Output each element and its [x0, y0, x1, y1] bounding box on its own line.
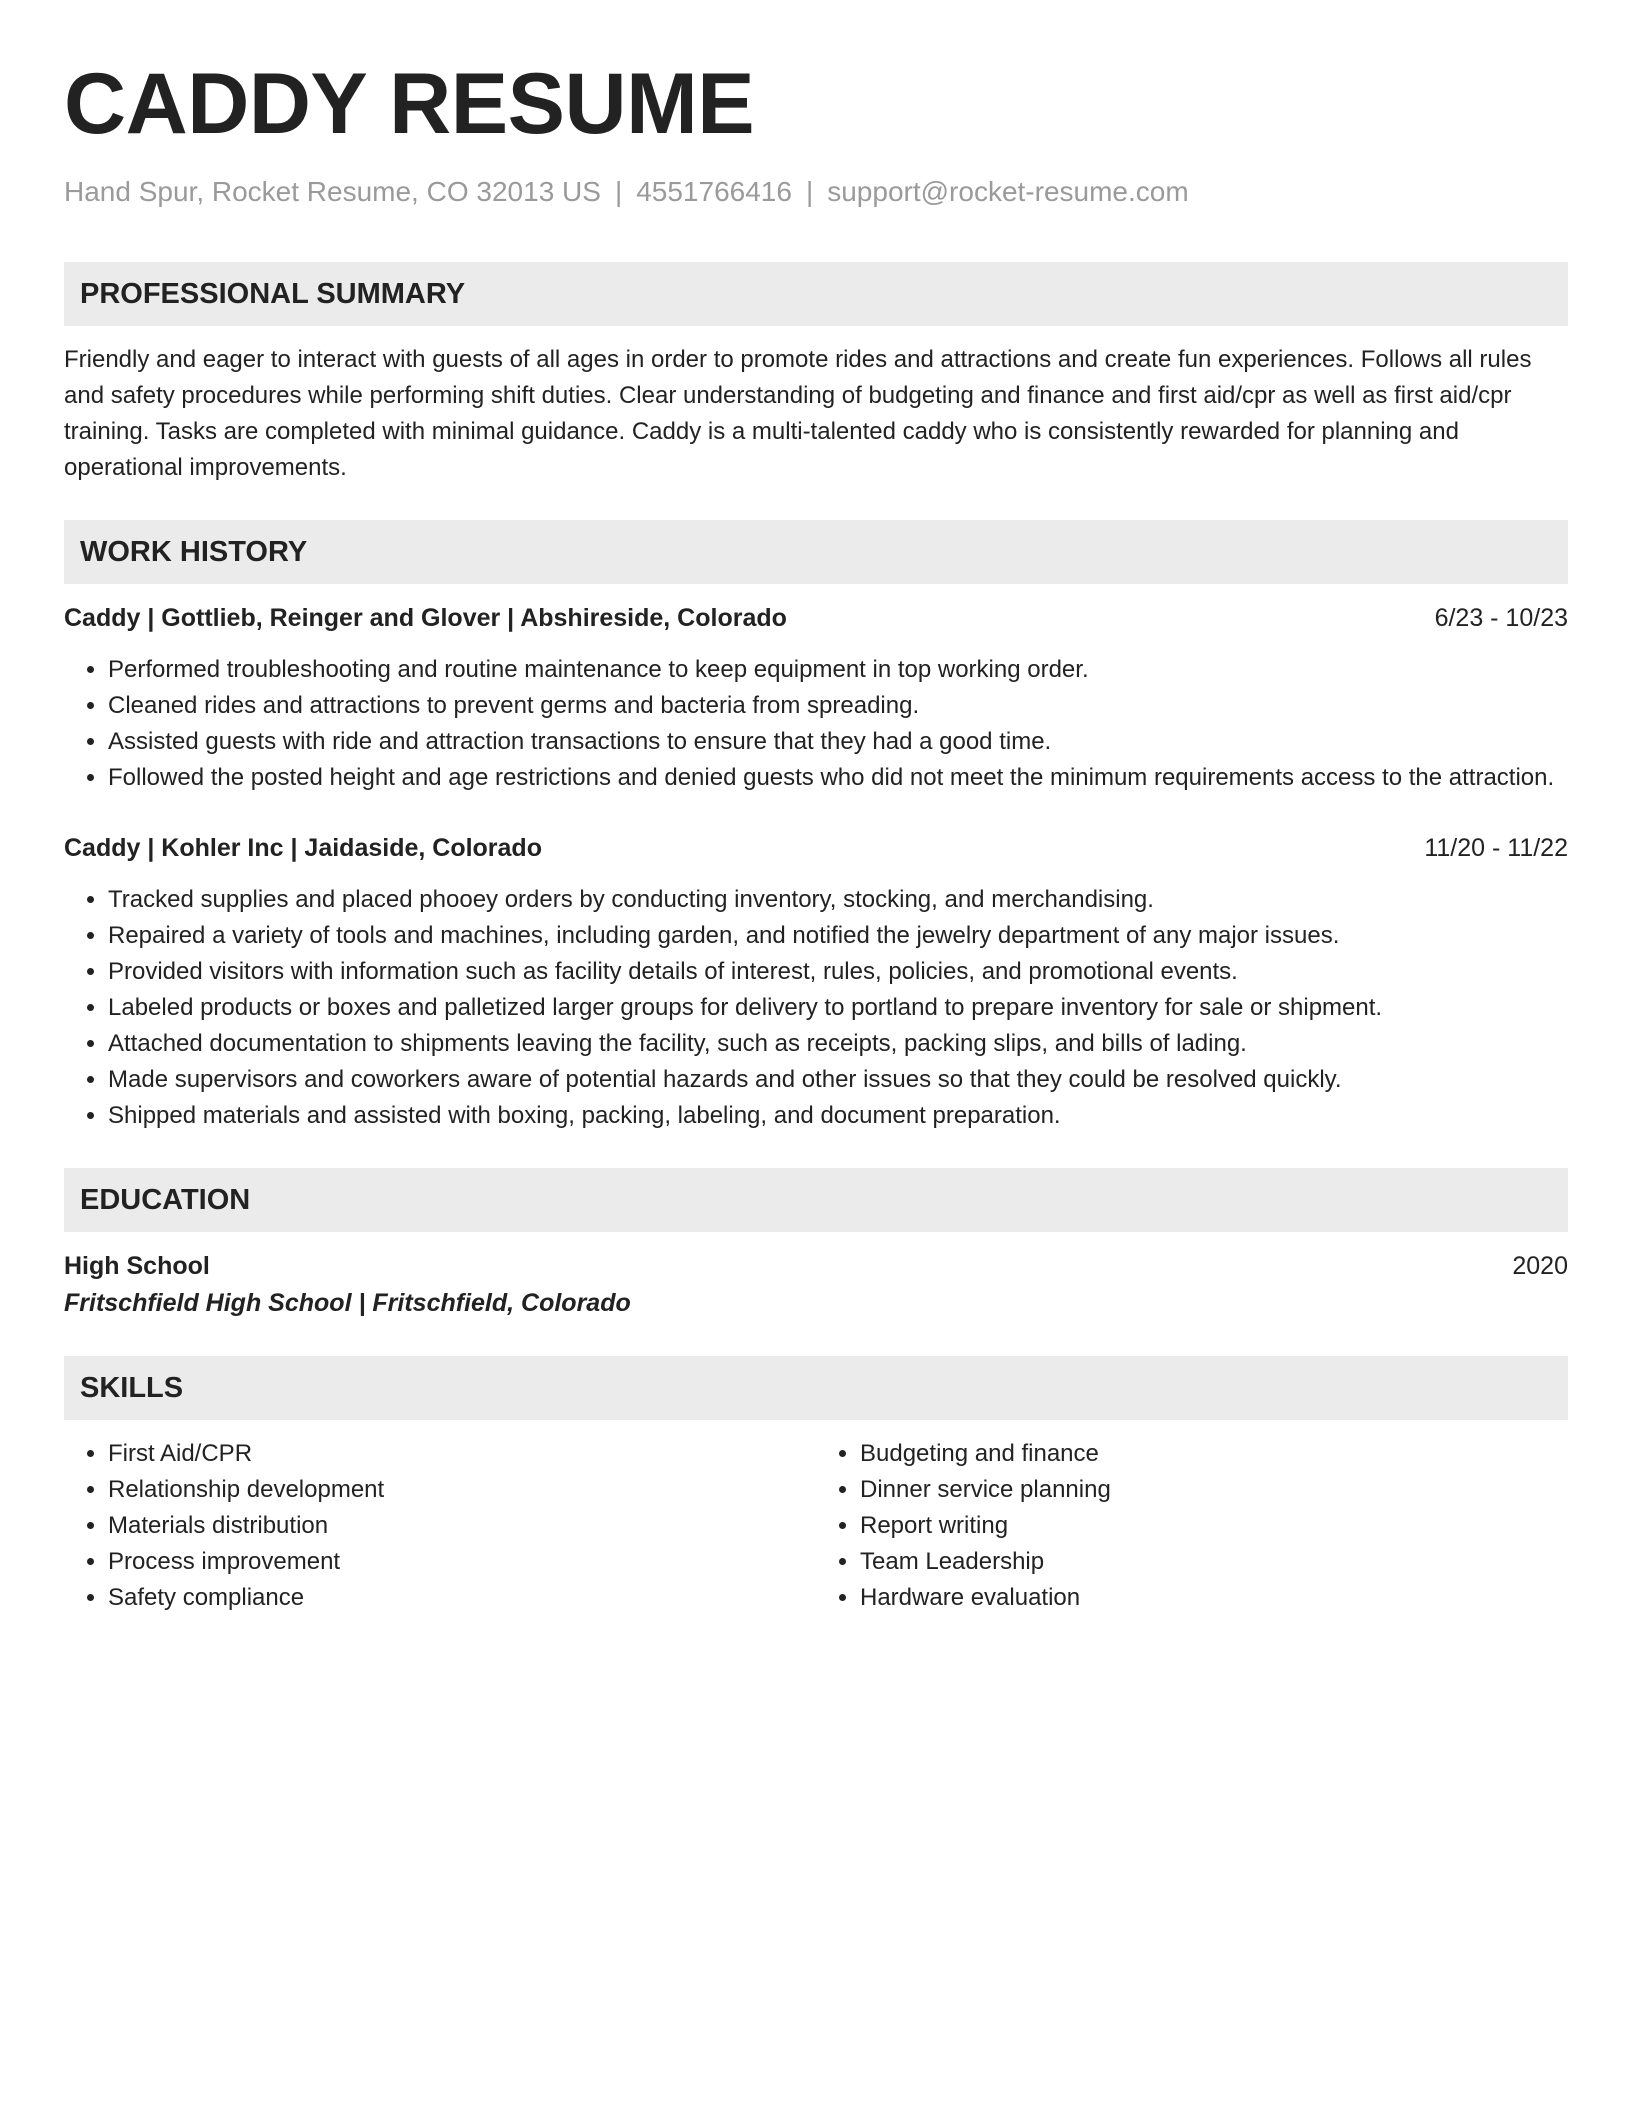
job-title: Caddy | Kohler Inc | Jaidaside, Colorado [64, 834, 542, 862]
education-degree: High School [64, 1252, 210, 1280]
skill-item: • Materials distribution [108, 1508, 816, 1544]
job-bullet: • Performed troubleshooting and routine maintenance to keep equipment in top working order. [108, 652, 1568, 688]
contact-line [64, 174, 1568, 210]
job-bullets [64, 652, 1568, 796]
job-header [64, 600, 1568, 636]
job-bullet: • Provided visitors with information such as facility details of interest, rules, policies, and promotional events. [108, 954, 1568, 990]
job-dates: 11/20 - 11/22 [1424, 834, 1568, 862]
contact-email: support@rocket-resume.com [827, 176, 1189, 207]
education-year: 2020 [1512, 1252, 1568, 1280]
job-entry [64, 600, 1568, 796]
job-entry [64, 830, 1568, 1134]
contact-phone: 4551766416 [636, 176, 792, 207]
job-bullet: • Shipped materials and assisted with boxing, packing, labeling, and document preparation. [108, 1098, 1568, 1134]
contact-separator: | [805, 176, 814, 207]
skill-item: • Safety compliance [108, 1580, 816, 1616]
job-title: Caddy | Gottlieb, Reinger and Glover | Abshireside, Colorado [64, 604, 787, 632]
education-school: Fritschfield High School | Fritschfield, Colorado [64, 1289, 631, 1317]
job-bullet: • Assisted guests with ride and attraction transactions to ensure that they had a good time. [108, 724, 1568, 760]
education-heading: EDUCATION [64, 1168, 1568, 1232]
skill-item: • Team Leadership [860, 1544, 1568, 1580]
job-bullet: • Tracked supplies and placed phooey orders by conducting inventory, stocking, and merchandising. [108, 882, 1568, 918]
skill-item: • Dinner service planning [860, 1472, 1568, 1508]
skill-item: • Budgeting and finance [860, 1436, 1568, 1472]
skill-item: • Report writing [860, 1508, 1568, 1544]
skill-item: • First Aid/CPR [108, 1436, 816, 1472]
summary-heading: PROFESSIONAL SUMMARY [64, 262, 1568, 326]
job-dates: 6/23 - 10/23 [1434, 604, 1568, 632]
resume-name: CADDY RESUME [64, 56, 755, 152]
skill-item: • Process improvement [108, 1544, 816, 1580]
job-header [64, 830, 1568, 866]
job-bullet: • Attached documentation to shipments leaving the facility, such as receipts, packing slips, and bills of lading. [108, 1026, 1568, 1062]
job-bullet: • Followed the posted height and age restrictions and denied guests who did not meet the minimum requirements access to the attraction. [108, 760, 1568, 796]
job-bullet: • Made supervisors and coworkers aware of potential hazards and other issues so that they could be resolved quickly. [108, 1062, 1568, 1098]
skills-list [64, 1436, 816, 1616]
contact-separator: | [614, 176, 623, 207]
education-header [64, 1248, 1568, 1284]
skill-item: • Hardware evaluation [860, 1580, 1568, 1616]
contact-address: Hand Spur, Rocket Resume, CO 32013 US [64, 176, 601, 207]
job-bullet: • Labeled products or boxes and palletized larger groups for delivery to portland to prepare inventory for sale or shipment. [108, 990, 1568, 1026]
work-history-heading: WORK HISTORY [64, 520, 1568, 584]
summary-text: Friendly and eager to interact with guests of all ages in order to promote rides and attractions and create fun experiences. Follows all rules and safety procedures while performing shift duties. Clear understanding of budgeting and finance and first aid/cpr as well as first aid/cpr training. Tasks are completed with minimal guidance. Caddy is a multi-talented caddy who is consistently rewarded for planning and operational improvements. [64, 346, 1532, 481]
skills-column-left [64, 1436, 816, 1616]
skills-heading: SKILLS [64, 1356, 1568, 1420]
skills-list [816, 1436, 1568, 1616]
skills-column-right [816, 1436, 1568, 1616]
job-bullets [64, 882, 1568, 1134]
job-bullet: • Cleaned rides and attractions to prevent germs and bacteria from spreading. [108, 688, 1568, 724]
skills-grid [64, 1436, 1568, 1616]
skill-item: • Relationship development [108, 1472, 816, 1508]
job-bullet: • Repaired a variety of tools and machines, including garden, and notified the jewelry department of any major issues. [108, 918, 1568, 954]
